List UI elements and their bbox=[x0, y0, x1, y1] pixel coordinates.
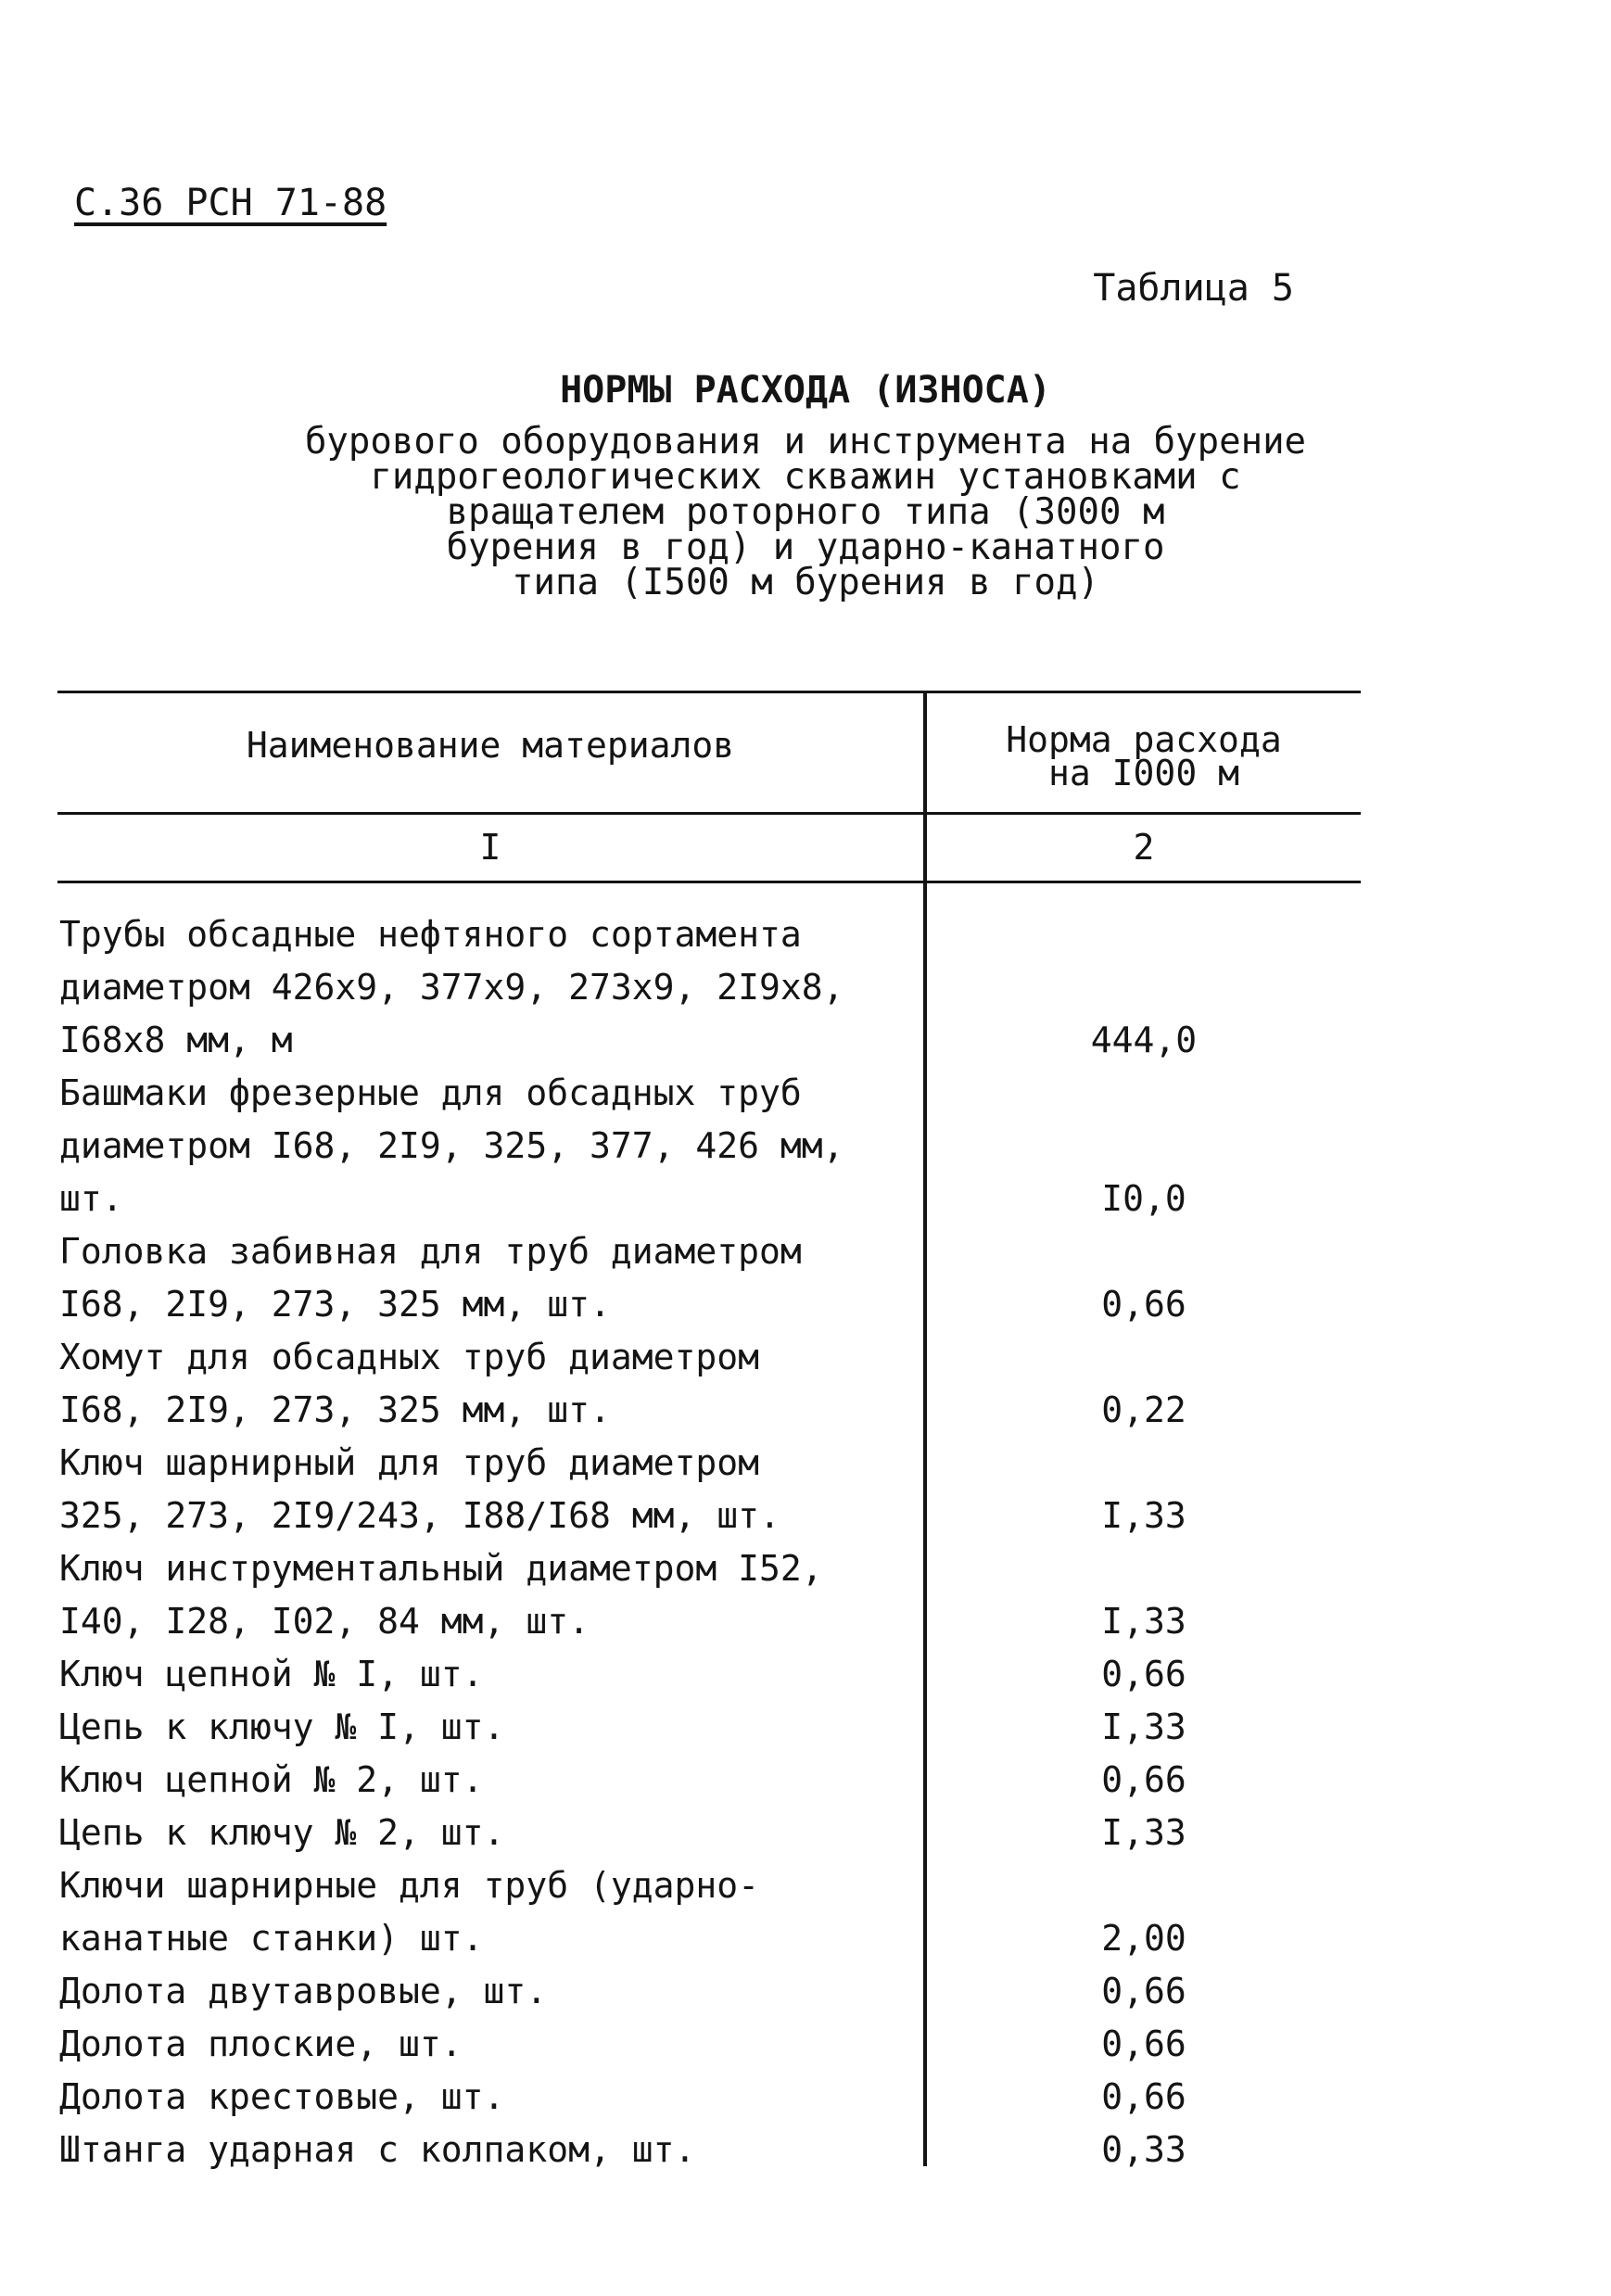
table-row bbox=[59, 908, 1363, 961]
document-subtitle bbox=[0, 421, 1611, 603]
consumption-norm: 0,66 bbox=[1101, 2076, 1186, 2117]
column-header-norm-line: на I000 м bbox=[1048, 753, 1239, 793]
table-row bbox=[59, 1912, 1363, 1965]
consumption-norm: I0,0 bbox=[1101, 1178, 1186, 1219]
consumption-norm: 444,0 bbox=[1090, 1020, 1198, 1060]
table-row bbox=[59, 1965, 1363, 2018]
table-row bbox=[59, 1595, 1363, 1648]
consumption-norm: I,33 bbox=[1101, 1812, 1186, 1853]
material-name: Долота плоские, шт. bbox=[59, 2023, 463, 2064]
material-name: Долота крестовые, шт. bbox=[59, 2076, 505, 2117]
material-name: диаметром 426х9, 377х9, 273х9, 2I9х8, bbox=[59, 967, 844, 1008]
table-row bbox=[59, 1225, 1363, 1278]
consumption-norm: 0,22 bbox=[1101, 1389, 1186, 1430]
colnum-bottom-rule bbox=[57, 881, 1361, 883]
material-name: Ключ цепной № I, шт. bbox=[59, 1654, 484, 1694]
table-top-rule bbox=[57, 691, 1361, 693]
consumption-norm: I,33 bbox=[1101, 1601, 1186, 1642]
table-row bbox=[59, 2071, 1363, 2124]
material-name: диаметром I68, 2I9, 325, 377, 426 мм, bbox=[59, 1125, 844, 1166]
material-name: I40, I28, I02, 84 мм, шт. bbox=[59, 1601, 590, 1642]
subtitle-line: бурения в год) и ударно-канатного bbox=[446, 526, 1165, 568]
material-name: Штанга ударная с колпаком, шт. bbox=[59, 2129, 696, 2170]
table-row bbox=[59, 2124, 1363, 2176]
table-number: Таблица 5 bbox=[1093, 267, 1294, 310]
table-row bbox=[59, 1807, 1363, 1859]
material-name: Трубы обсадные нефтяного сортамента bbox=[59, 914, 802, 955]
table-row bbox=[59, 1542, 1363, 1595]
table-row bbox=[59, 961, 1363, 1014]
column-header-norm-line: Норма расхода bbox=[1006, 719, 1282, 760]
table-body bbox=[59, 908, 1363, 2176]
material-name: I68х8 мм, м bbox=[59, 1020, 293, 1060]
consumption-norm: I,33 bbox=[1101, 1706, 1186, 1747]
material-name: 325, 273, 2I9/243, I88/I68 мм, шт. bbox=[59, 1495, 780, 1536]
material-name: I68, 2I9, 273, 325 мм, шт. bbox=[59, 1389, 611, 1430]
table-row bbox=[59, 1331, 1363, 1384]
material-name: Головка забивная для труб диаметром bbox=[59, 1231, 802, 1272]
material-name: I68, 2I9, 273, 325 мм, шт. bbox=[59, 1284, 611, 1325]
consumption-norm: 0,66 bbox=[1101, 1284, 1186, 1325]
consumption-norm: 0,66 bbox=[1101, 2023, 1186, 2064]
column-number-1: I bbox=[479, 827, 501, 868]
material-name: Ключ цепной № 2, шт. bbox=[59, 1759, 484, 1800]
material-name: Хомут для обсадных труб диаметром bbox=[59, 1337, 759, 1377]
table-row bbox=[59, 1173, 1363, 1225]
consumption-norm: 0,66 bbox=[1101, 1654, 1186, 1694]
table-row bbox=[59, 1014, 1363, 1067]
table-row bbox=[59, 1437, 1363, 1490]
subtitle-line: гидрогеологических скважин установками с bbox=[370, 456, 1241, 498]
document-title: НОРМЫ РАСХОДА (ИЗНОСА) bbox=[560, 369, 1051, 412]
consumption-norm: 0,33 bbox=[1101, 2129, 1186, 2170]
table-row bbox=[59, 1859, 1363, 1912]
column-header-materials: Наименование материалов bbox=[246, 725, 735, 766]
table-row bbox=[59, 1701, 1363, 1754]
table-row bbox=[59, 2018, 1363, 2071]
consumption-norm: I,33 bbox=[1101, 1495, 1186, 1536]
material-name: Ключи шарнирные для труб (ударно- bbox=[59, 1865, 759, 1906]
header-bottom-rule bbox=[57, 812, 1361, 815]
subtitle-line: типа (I500 м бурения в год) bbox=[512, 562, 1099, 603]
consumption-norm: 0,66 bbox=[1101, 1759, 1186, 1800]
material-name: Цепь к ключу № 2, шт. bbox=[59, 1812, 505, 1853]
table-row bbox=[59, 1120, 1363, 1173]
consumption-norm: 2,00 bbox=[1101, 1918, 1186, 1959]
table-row bbox=[59, 1648, 1363, 1701]
table-row bbox=[59, 1384, 1363, 1437]
table-row bbox=[59, 1754, 1363, 1807]
material-name: шт. bbox=[59, 1178, 123, 1219]
material-name: Башмаки фрезерные для обсадных труб bbox=[59, 1072, 802, 1113]
material-name: Долота двутавровые, шт. bbox=[59, 1971, 548, 2011]
consumption-norm: 0,66 bbox=[1101, 1971, 1186, 2011]
subtitle-line: бурового оборудования и инструмента на бурение bbox=[304, 421, 1307, 463]
table-row bbox=[59, 1490, 1363, 1542]
table-row bbox=[59, 1067, 1363, 1120]
material-name: Цепь к ключу № I, шт. bbox=[59, 1706, 505, 1747]
material-name: канатные станки) шт. bbox=[59, 1918, 484, 1959]
subtitle-line: вращателем роторного типа (3000 м bbox=[446, 491, 1165, 533]
material-name: Ключ инструментальный диаметром I52, bbox=[59, 1548, 823, 1589]
table-row bbox=[59, 1278, 1363, 1331]
material-name: Ключ шарнирный для труб диаметром bbox=[59, 1442, 759, 1483]
column-number-2: 2 bbox=[1133, 827, 1155, 868]
page-reference: С.36 РСН 71-88 bbox=[74, 182, 387, 224]
column-header-norm bbox=[927, 719, 1361, 793]
